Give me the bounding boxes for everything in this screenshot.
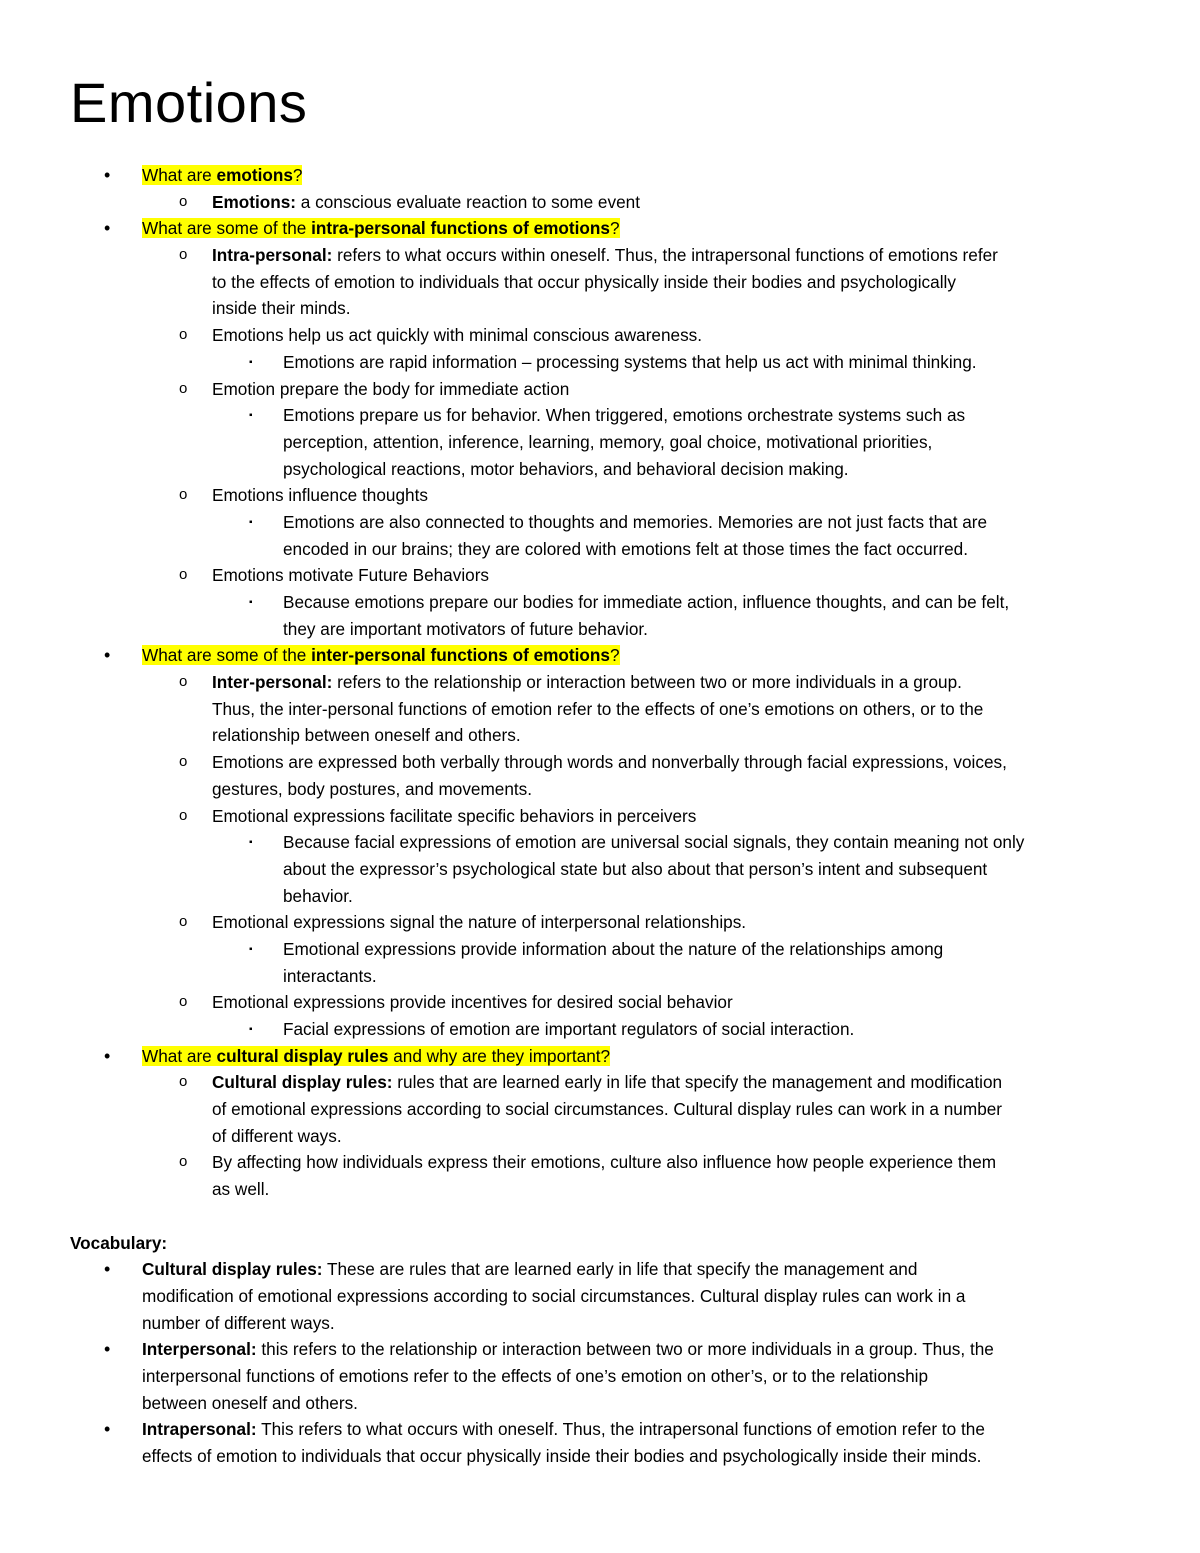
- highlighted-question: What are emotions?: [142, 165, 303, 185]
- disc-bullet-icon: •: [104, 1339, 111, 1360]
- vocab-continuation: between oneself and others.: [142, 1392, 358, 1413]
- answer-continuation: of emotional expressions according to social circumstances. Cultural display rules can work in a number: [212, 1099, 1003, 1120]
- circle-bullet-icon: o: [179, 326, 188, 344]
- question-emotions: [0, 162, 1200, 189]
- circle-bullet-icon: o: [179, 806, 188, 824]
- sub-item-continuation: about the expressor’s psychological state but also about that person’s intent and subsequent: [283, 858, 988, 879]
- sub-item: ▪ Because facial expressions of emotion are universal social signals, they contain meaning not only: [0, 829, 1200, 856]
- square-bullet-icon: ▪: [249, 516, 253, 528]
- circle-bullet-icon: o: [179, 1073, 188, 1091]
- question-inter-personal: [0, 642, 1200, 669]
- spacer: [0, 1203, 1200, 1230]
- highlighted-question: What are some of the intra-personal functions of emotions?: [142, 218, 620, 239]
- square-bullet-icon: ▪: [249, 837, 253, 849]
- page-title: Emotions: [70, 71, 308, 134]
- circle-bullet-icon: o: [179, 673, 188, 691]
- sub-item: ▪ Facial expressions of emotion are important regulators of social interaction.: [0, 1016, 1200, 1043]
- question-intra-personal: [0, 215, 1200, 242]
- circle-bullet-icon: o: [179, 379, 188, 397]
- circle-bullet-icon: o: [179, 486, 188, 504]
- vocab-item-interpersonal: • Interpersonal: this refers to the relationship or interaction between two or more individuals in a group. Thus, the: [0, 1336, 1200, 1363]
- sub-item: ▪ Emotional expressions provide information about the nature of the relationships among: [0, 936, 1200, 963]
- answer-item: o Emotions motivate Future Behaviors: [0, 562, 1200, 589]
- answer-continuation: of different ways.: [212, 1125, 342, 1146]
- sub-item-continuation: encoded in our brains; they are colored with emotions felt at those times the fact occurred.: [283, 538, 968, 559]
- vocab-item-intrapersonal: • Intrapersonal: This refers to what occurs with oneself. Thus, the intrapersonal functions of emotion refer to the: [0, 1416, 1200, 1443]
- question-cultural-display-rules: [0, 1043, 1200, 1070]
- answer-item: o Emotion prepare the body for immediate action: [0, 376, 1200, 403]
- sub-item-continuation: behavior.: [283, 885, 353, 906]
- disc-bullet-icon: •: [104, 1259, 111, 1280]
- answer-item: o Emotional expressions signal the nature of interpersonal relationships.: [0, 909, 1200, 936]
- sub-item-continuation: interactants.: [283, 965, 377, 986]
- vocabulary-heading: Vocabulary:: [70, 1232, 168, 1253]
- square-bullet-icon: ▪: [249, 597, 253, 608]
- answer-continuation: inside their minds.: [212, 298, 351, 319]
- square-bullet-icon: ▪: [249, 356, 253, 368]
- vocab-item-cultural-display-rules: • Cultural display rules: These are rules that are learned early in life that specify the management and: [0, 1256, 1200, 1283]
- circle-bullet-icon: o: [179, 566, 188, 584]
- answer-item: o Emotions: a conscious evaluate reaction to some event: [0, 189, 1200, 216]
- answer-item: o By affecting how individuals express their emotions, culture also influence how people experience them: [0, 1149, 1200, 1176]
- answer-item: o Inter-personal: refers to the relationship or interaction between two or more individuals in a group.: [0, 669, 1200, 696]
- sub-item: ▪ Because emotions prepare our bodies for immediate action, influence thoughts, and can be felt,: [0, 589, 1200, 616]
- sub-item: ▪ Emotions are rapid information – processing systems that help us act with minimal thinking.: [0, 349, 1200, 376]
- answer-continuation: to the effects of emotion to individuals that occur physically inside their bodies and psychologically: [212, 271, 956, 292]
- vocab-continuation: effects of emotion to individuals that occur physically inside their bodies and psychologically inside their minds.: [142, 1446, 982, 1466]
- circle-bullet-icon: o: [179, 753, 188, 771]
- disc-bullet-icon: •: [104, 645, 111, 666]
- notes-body: [0, 162, 1200, 1470]
- answer-continuation: Thus, the inter-personal functions of emotion refer to the effects of one’s emotions on others, or to the: [212, 698, 984, 719]
- circle-bullet-icon: o: [179, 913, 188, 931]
- answer-continuation: relationship between oneself and others.: [212, 725, 521, 746]
- answer-continuation: as well.: [212, 1179, 270, 1200]
- answer-item: o Cultural display rules: rules that are learned early in life that specify the management and modification: [0, 1069, 1200, 1096]
- circle-bullet-icon: o: [179, 192, 188, 210]
- answer-item: o Emotional expressions facilitate specific behaviors in perceivers: [0, 803, 1200, 830]
- answer-item: o Emotions are expressed both verbally through words and nonverbally through facial expressions, voices,: [0, 749, 1200, 776]
- vocab-continuation: number of different ways.: [142, 1312, 335, 1333]
- disc-bullet-icon: •: [104, 1045, 111, 1066]
- sub-item: ▪ Emotions are also connected to thoughts and memories. Memories are not just facts that are: [0, 509, 1200, 536]
- sub-item-continuation: perception, attention, inference, learning, memory, goal choice, motivational priorities,: [283, 431, 933, 452]
- disc-bullet-icon: •: [104, 218, 111, 239]
- highlighted-question: What are cultural display rules and why are they important?: [142, 1045, 611, 1066]
- disc-bullet-icon: •: [104, 165, 111, 185]
- circle-bullet-icon: o: [179, 246, 188, 264]
- circle-bullet-icon: o: [179, 1153, 188, 1171]
- square-bullet-icon: ▪: [249, 943, 253, 955]
- circle-bullet-icon: o: [179, 993, 188, 1011]
- highlighted-question: What are some of the inter-personal functions of emotions?: [142, 645, 620, 666]
- vocab-continuation: modification of emotional expressions according to social circumstances. Cultural display rules can work in a: [142, 1285, 966, 1306]
- answer-continuation: gestures, body postures, and movements.: [212, 778, 533, 799]
- answer-item: o Emotions influence thoughts: [0, 482, 1200, 509]
- disc-bullet-icon: •: [104, 1419, 111, 1440]
- answer-item: o Intra-personal: refers to what occurs within oneself. Thus, the intrapersonal functions of emotions refer: [0, 242, 1200, 269]
- answer-item: o Emotions help us act quickly with minimal conscious awareness.: [0, 322, 1200, 349]
- sub-item-continuation: they are important motivators of future behavior.: [283, 618, 648, 639]
- answer-item: o Emotional expressions provide incentives for desired social behavior: [0, 989, 1200, 1016]
- sub-item: ▪ Emotions prepare us for behavior. When triggered, emotions orchestrate systems such as: [0, 402, 1200, 429]
- square-bullet-icon: ▪: [249, 410, 253, 422]
- sub-item-continuation: psychological reactions, motor behaviors, and behavioral decision making.: [283, 458, 849, 479]
- square-bullet-icon: ▪: [249, 1024, 253, 1035]
- vocab-continuation: interpersonal functions of emotions refer to the effects of one’s emotion on other’s, or to the relationship: [142, 1365, 929, 1386]
